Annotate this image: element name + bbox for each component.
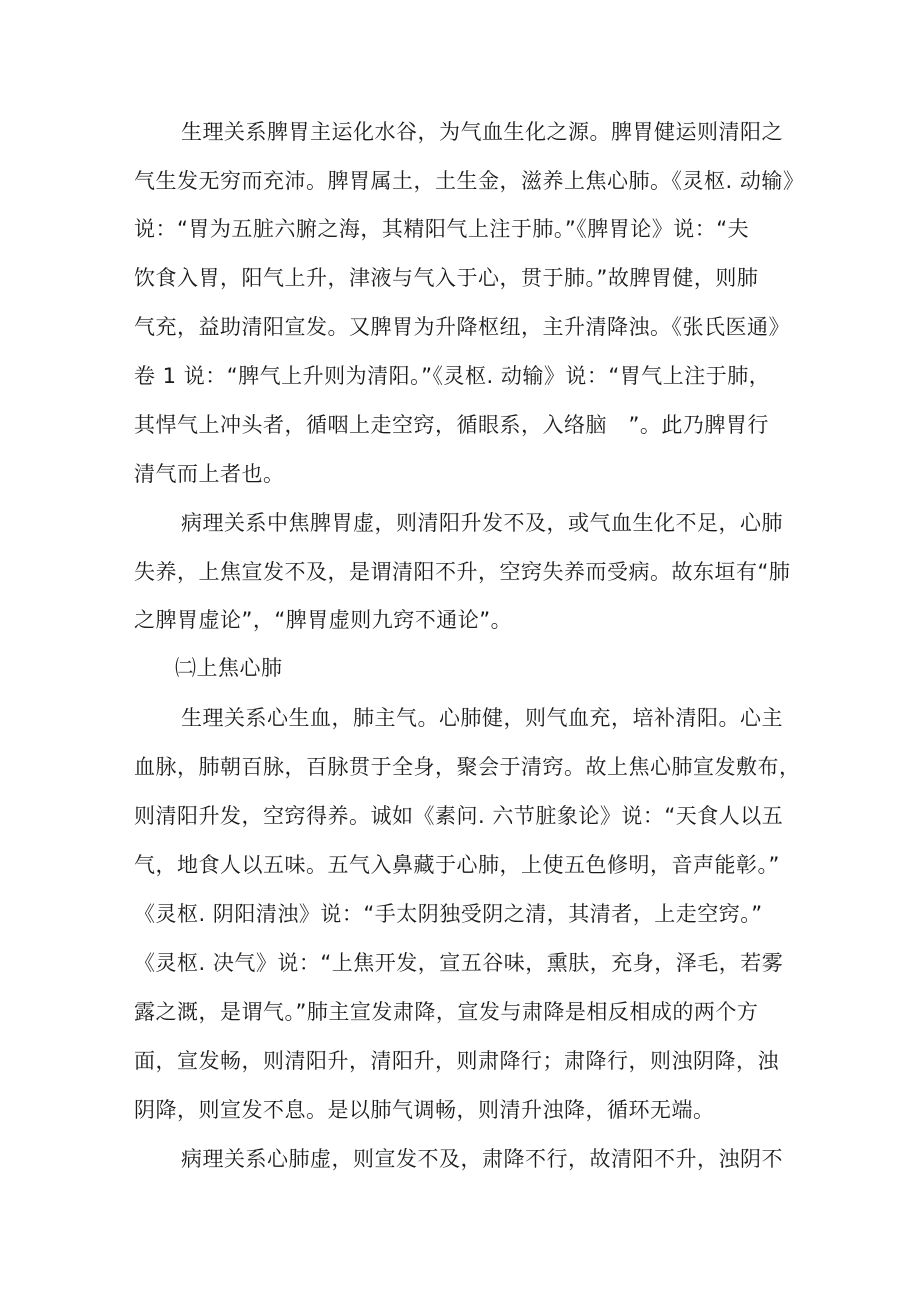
text-line: 其悍气上冲头者，循咽上走空窍，循眼系，入络脑 ”。此乃脾胃行 <box>134 413 769 437</box>
text-line: 之脾胃虚论”，“脾胃虚则九窍不通论”。 <box>134 608 513 632</box>
text-line: 则清阳升发，空窍得养。诚如《素问. 六节脏象论》说：“天食人以五 <box>134 804 784 828</box>
text-line: 病理关系心肺虚，则宣发不及，肃降不行，故清阳不升，浊阴不 <box>181 1147 783 1171</box>
section-heading: ㈡上焦心肺 <box>175 656 283 680</box>
text-line: 气充，益助清阳宣发。又脾胃为升降枢纽，主升清降浊。《张氏医通》 <box>134 315 790 339</box>
text-line: 面，宣发畅，则清阳升，清阳升，则肃降行；肃降行，则浊阴降，浊 <box>134 1049 779 1073</box>
text-line: 卷 1 说：“脾气上升则为清阳。”《灵枢. 动输》说：“胃气上注于肺， <box>134 364 771 388</box>
text-line: 失养，上焦宣发不及，是谓清阳不升，空窍失养而受病。故东垣有“肺 <box>134 560 791 584</box>
text-line: 《灵枢. 决气》说：“上焦开发，宣五谷味，熏肤，充身，泽毛，若雾 <box>134 951 784 975</box>
text-line: 《灵枢. 阴阳清浊》说：“手太阴独受阴之清，其清者，上走空窍。” <box>134 902 763 926</box>
text-line: 饮食入胃，阳气上升，津液与气入于心，贯于肺。”故脾胃健，则肺 <box>134 266 759 290</box>
text-line: 阴降，则宣发不息。是以肺气调畅，则清升浊降，循环无端。 <box>134 1098 715 1122</box>
text-line: 病理关系中焦脾胃虚，则清阳升发不及，或气血生化不足，心肺 <box>181 511 783 535</box>
text-line: 气，地食人以五味。五气入鼻藏于心肺，上使五色修明，音声能彰。” <box>134 853 780 877</box>
text-line: 生理关系心生血，肺主气。心肺健，则气血充，培补清阳。心主 <box>181 706 783 730</box>
text-line: 血脉，肺朝百脉，百脉贯于全身，聚会于清窍。故上焦心肺宣发敷布， <box>134 755 801 779</box>
text-line: 清气而上者也。 <box>134 462 285 486</box>
text-line: 说：“胃为五脏六腑之海，其精阳气上注于肺。”《脾胃论》说：“夫 <box>134 217 750 241</box>
text-line: 生理关系脾胃主运化水谷，为气血生化之源。脾胃健运则清阳之 <box>181 120 783 144</box>
text-line: 露之溉，是谓气。”肺主宣发肃降，宣发与肃降是相反相成的两个方 <box>134 1000 759 1024</box>
text-line: 气生发无穷而充沛。脾胃属土，土生金，滋养上焦心肺。《灵枢. 动输》 <box>134 169 805 193</box>
